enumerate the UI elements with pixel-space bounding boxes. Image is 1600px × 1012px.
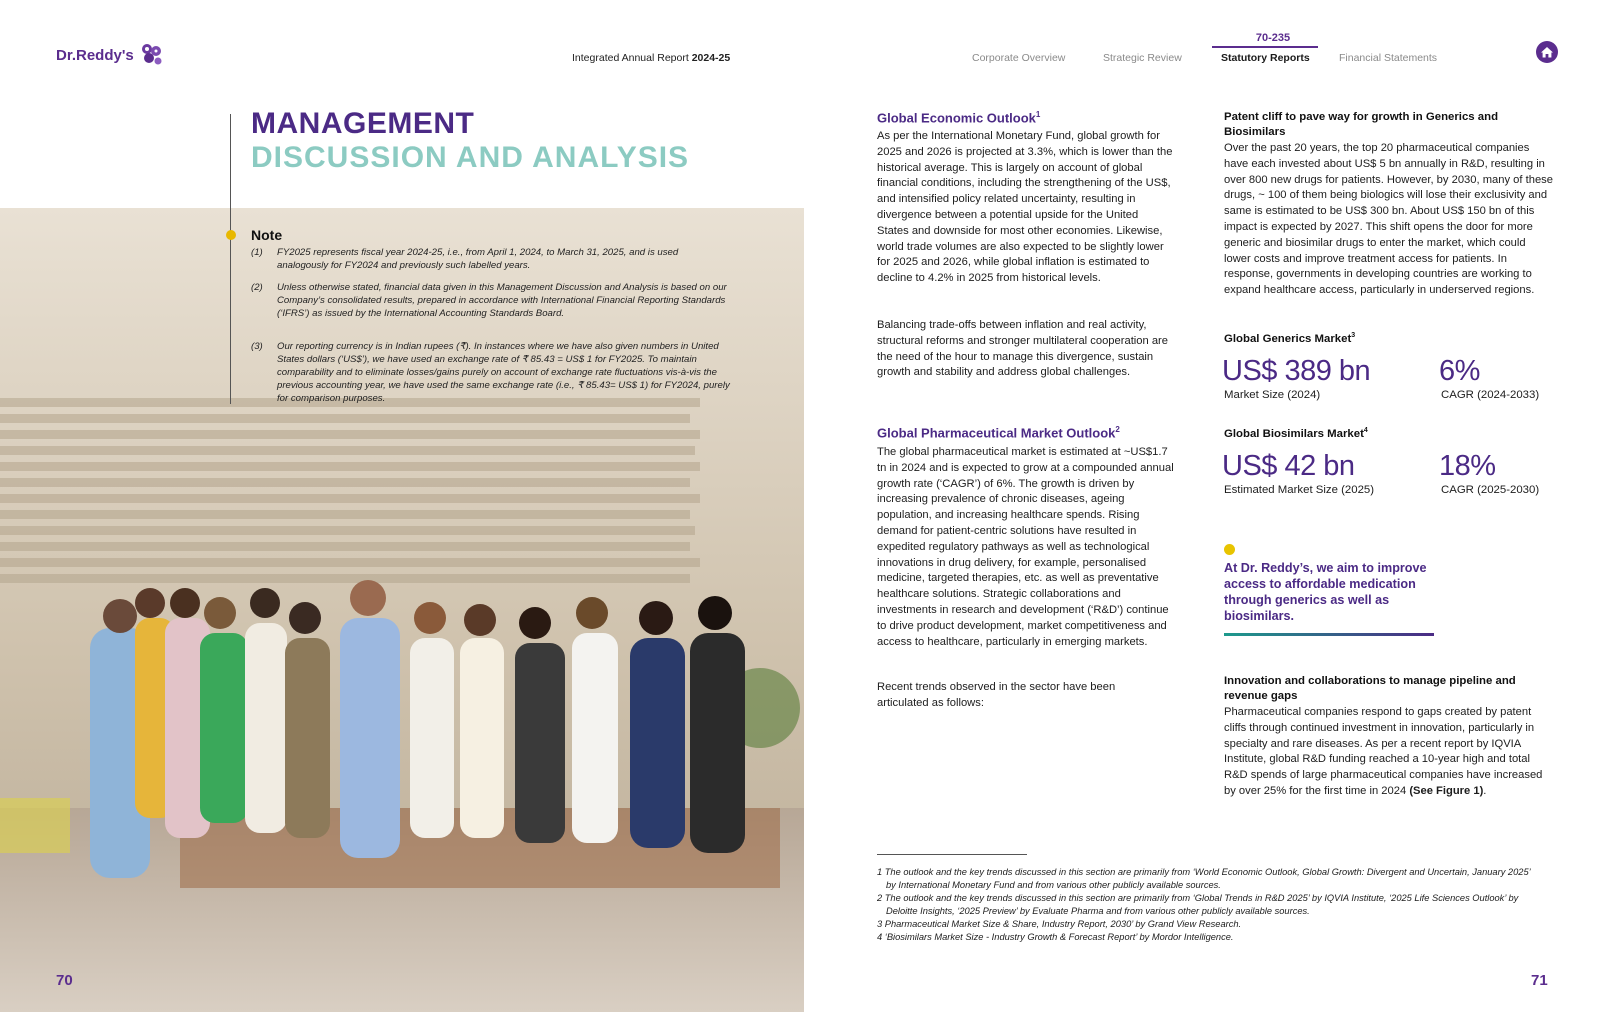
pharma-market-outlook-para2: Recent trends observed in the sector have been articulated as follows: — [877, 681, 1116, 709]
footnote-item: 3 Pharmaceutical Market Size & Share, Industry Report, 2030’ by Grand View Research. — [877, 919, 1242, 929]
generics-cagr-caption: CAGR (2024-2033) — [1441, 389, 1540, 401]
team-photo — [0, 208, 804, 1012]
figure-reference-link[interactable]: (See Figure 1) — [1409, 784, 1484, 797]
note-text: FY2025 represents fiscal year 2024-25, i.e., from April 1, 2024, to March 31, 2025, and is used analogously for FY2024 and previously such labelled years. — [277, 247, 679, 271]
biosimilars-market-size-caption: Estimated Market Size (2025) — [1224, 484, 1375, 496]
generics-market-heading — [1224, 329, 1355, 346]
footnote-item: 1 The outlook and the key trends discussed in this section are primarily from ‘World Economic Outlook, Global Growth: Divergent and Uncertain, January 2025’ by International Monetary Fund and from various other publicly available sources. — [877, 867, 1531, 890]
pharma-market-outlook-heading — [877, 425, 1120, 440]
page-title-line2: DISCUSSION AND ANALYSIS — [251, 141, 690, 174]
global-economic-outlook-heading — [877, 110, 1040, 125]
global-economic-outlook-para1: As per the International Monetary Fund, global growth for 2025 and 2026 is projected at 3.3%, which is lower than the historical average. This is largely on account of global financial conditions, including the strengthening of the US$, and intensified policy related uncertainty, resulting in divergence between a potential upside for the United States and downside for most other economies. Likewise, world trade volumes are also expected to be slightly lower for 2025 and 2026, while global inflation is estimated to decline to 4.2% in 2025 from historical levels. — [877, 130, 1173, 285]
company-logo — [56, 42, 164, 68]
note-bullet-icon — [226, 230, 236, 240]
generics-market-size-caption: Market Size (2024) — [1224, 389, 1321, 401]
home-icon[interactable] — [1535, 40, 1559, 64]
global-economic-outlook-para2: Balancing trade-offs between inflation and real activity, structural reforms and stronger multilateral cooperation are the need of the hour to manage this divergence, sustain growth and stability and address global challenges. — [877, 319, 1169, 379]
footnote-ref: 3 — [1351, 332, 1356, 339]
innovation-para: Pharmaceutical companies respond to gaps created by patent cliffs through continued investment in innovation, particularly in specialty and rare diseases. As per a recent report by IQVIA Institute, global R&D funding reached a 10-year high and total R&D spends of large pharmaceutical companies have increased by over 25% for the first time in 2024 (See Figure 1). — [1224, 706, 1543, 797]
active-section-range: 70-235 — [1255, 32, 1291, 44]
patent-cliff-heading: Patent cliff to pave way for growth in Generics and Biosimilars — [1224, 111, 1499, 138]
report-title — [572, 52, 730, 64]
note-heading: Note — [251, 227, 283, 243]
heading-text: Global Economic Outlook — [877, 110, 1036, 126]
note-number: (1) — [251, 247, 263, 258]
page-number-right: 71 — [1531, 972, 1548, 989]
footnote-ref: 1 — [1035, 110, 1041, 119]
innovation-text: Pharmaceutical companies respond to gaps created by patent cliffs through continued investment in innovation, particularly in specialty and rare diseases. As per a recent report by IQVIA Institute, global R&D funding reached a 10-year high and total R&D spends of large pharmaceutical companies have increased by over 25% for the first time in 2024 — [1224, 706, 1543, 797]
biosimilars-cagr-value: 18% — [1439, 450, 1496, 482]
footnote-item: 2 The outlook and the key trends discussed in this section are primarily from ‘Global Trends in R&D 2025’ by IQVIA Institute, ‘2025 Life Sciences Outlook’ by Deloitte Insights, ‘2025 Preview’ by Evaluate Pharma and from various other publicly available sources. — [877, 893, 1519, 916]
biosimilars-market-heading — [1224, 424, 1368, 441]
footnote-ref: 4 — [1363, 427, 1368, 434]
note-number: (3) — [251, 341, 263, 352]
heading-text: Global Generics Market — [1224, 332, 1352, 345]
biosimilars-cagr-caption: CAGR (2025-2030) — [1441, 484, 1540, 496]
biosimilars-market-size-value: US$ 42 bn — [1222, 450, 1355, 482]
note-item — [251, 281, 731, 320]
page-number-left: 70 — [56, 972, 73, 989]
logo-wordmark: Dr.Reddy's — [56, 46, 134, 64]
patent-cliff-para: Over the past 20 years, the top 20 pharmaceutical companies have each invested about US$ 5 bn annually in R&D, resulting in over 800 new drugs for patients. However, by 2030, many of these drugs, ~ 100 of them being biologics will lose their exclusivity and same is estimated to be US$ 300 bn. About US$ 150 bn of this impact is expected by 2027. This shift opens the door for more generic and biosimilar drugs to enter the market, which could lower costs and improve treatment access for patients. In response, governments in developing countries are working to expand healthcare access, particularly in underserved regions. — [1224, 142, 1553, 297]
footnotes — [877, 866, 1537, 944]
note-item — [251, 340, 731, 405]
quote-underline — [1224, 633, 1434, 636]
note-text: Unless otherwise stated, financial data given in this Management Discussion and Analysis is based on our Company’s consolidated results, prepared in accordance with International Financial Reporting Standards (‘IFRS’) as issued by the International Accounting Standards Board. — [277, 282, 727, 319]
footnote-divider — [877, 854, 1027, 855]
report-title-text: Integrated Annual Report — [572, 52, 689, 64]
note-text: Our reporting currency is in Indian rupees (₹). In instances where we have also given numbers in United States dollars (‘US$’), we have used an exchange rate of ₹ 85.43 = US$ 1 for FY2025. To maintain comparability and to eliminate losses/gains purely on account of exchange rate fluctuations vis-à-vis the previous accounting year, we have used the same exchange rate (i.e., ₹ 85.43= US$ 1) for FY2024, purely for comparison purposes. — [277, 341, 730, 404]
heading-text: Global Pharmaceutical Market Outlook — [877, 425, 1116, 441]
footnote-ref: 2 — [1115, 425, 1120, 434]
generics-cagr-value: 6% — [1439, 355, 1480, 387]
highlight-quote: At Dr. Reddy’s, we aim to improve access to affordable medication through generics as well as biosimilars. — [1224, 561, 1427, 623]
nav-strategic-review[interactable]: Strategic Review — [1103, 52, 1182, 64]
footnote-item: 4 ‘Biosimilars Market Size - Industry Growth & Forecast Report’ by Mordor Intelligence. — [877, 932, 1234, 942]
logo-mark-icon — [138, 42, 164, 68]
note-item — [251, 246, 731, 272]
innovation-heading: Innovation and collaborations to manage pipeline and revenue gaps — [1224, 675, 1516, 702]
title-divider-line — [230, 114, 231, 404]
nav-financial-statements[interactable]: Financial Statements — [1339, 52, 1438, 64]
pharma-market-outlook-para1: The global pharmaceutical market is estimated at ~US$1.7 tn in 2024 and is expected to grow at a compounded annual growth rate (‘CAGR’) of 6%. The growth is driven by increasing prevalence of chronic diseases, ageing population, and increasing healthcare spends. Rising demand for patient-centric solutions have resulted in expedited regulatory pathways as well as technological innovations in drug delivery, for example, personalised medicine, targeted therapies, etc. as well as preventative healthcare solutions. Strategic collaborations and investments in research and development (‘R&D’) continue to drive product development, market competitiveness and access to healthcare, particularly in emerging markets. — [877, 446, 1174, 648]
generics-market-size-value: US$ 389 bn — [1222, 355, 1371, 387]
heading-text: Global Biosimilars Market — [1224, 427, 1364, 440]
note-number: (2) — [251, 282, 263, 293]
nav-statutory-reports[interactable]: Statutory Reports — [1221, 52, 1310, 64]
active-tab-underline — [1212, 46, 1318, 48]
nav-corporate-overview[interactable]: Corporate Overview — [972, 52, 1066, 64]
report-year: 2024-25 — [691, 52, 731, 64]
page-title-line1: MANAGEMENT — [251, 107, 475, 140]
quote-bullet-icon — [1224, 544, 1235, 555]
